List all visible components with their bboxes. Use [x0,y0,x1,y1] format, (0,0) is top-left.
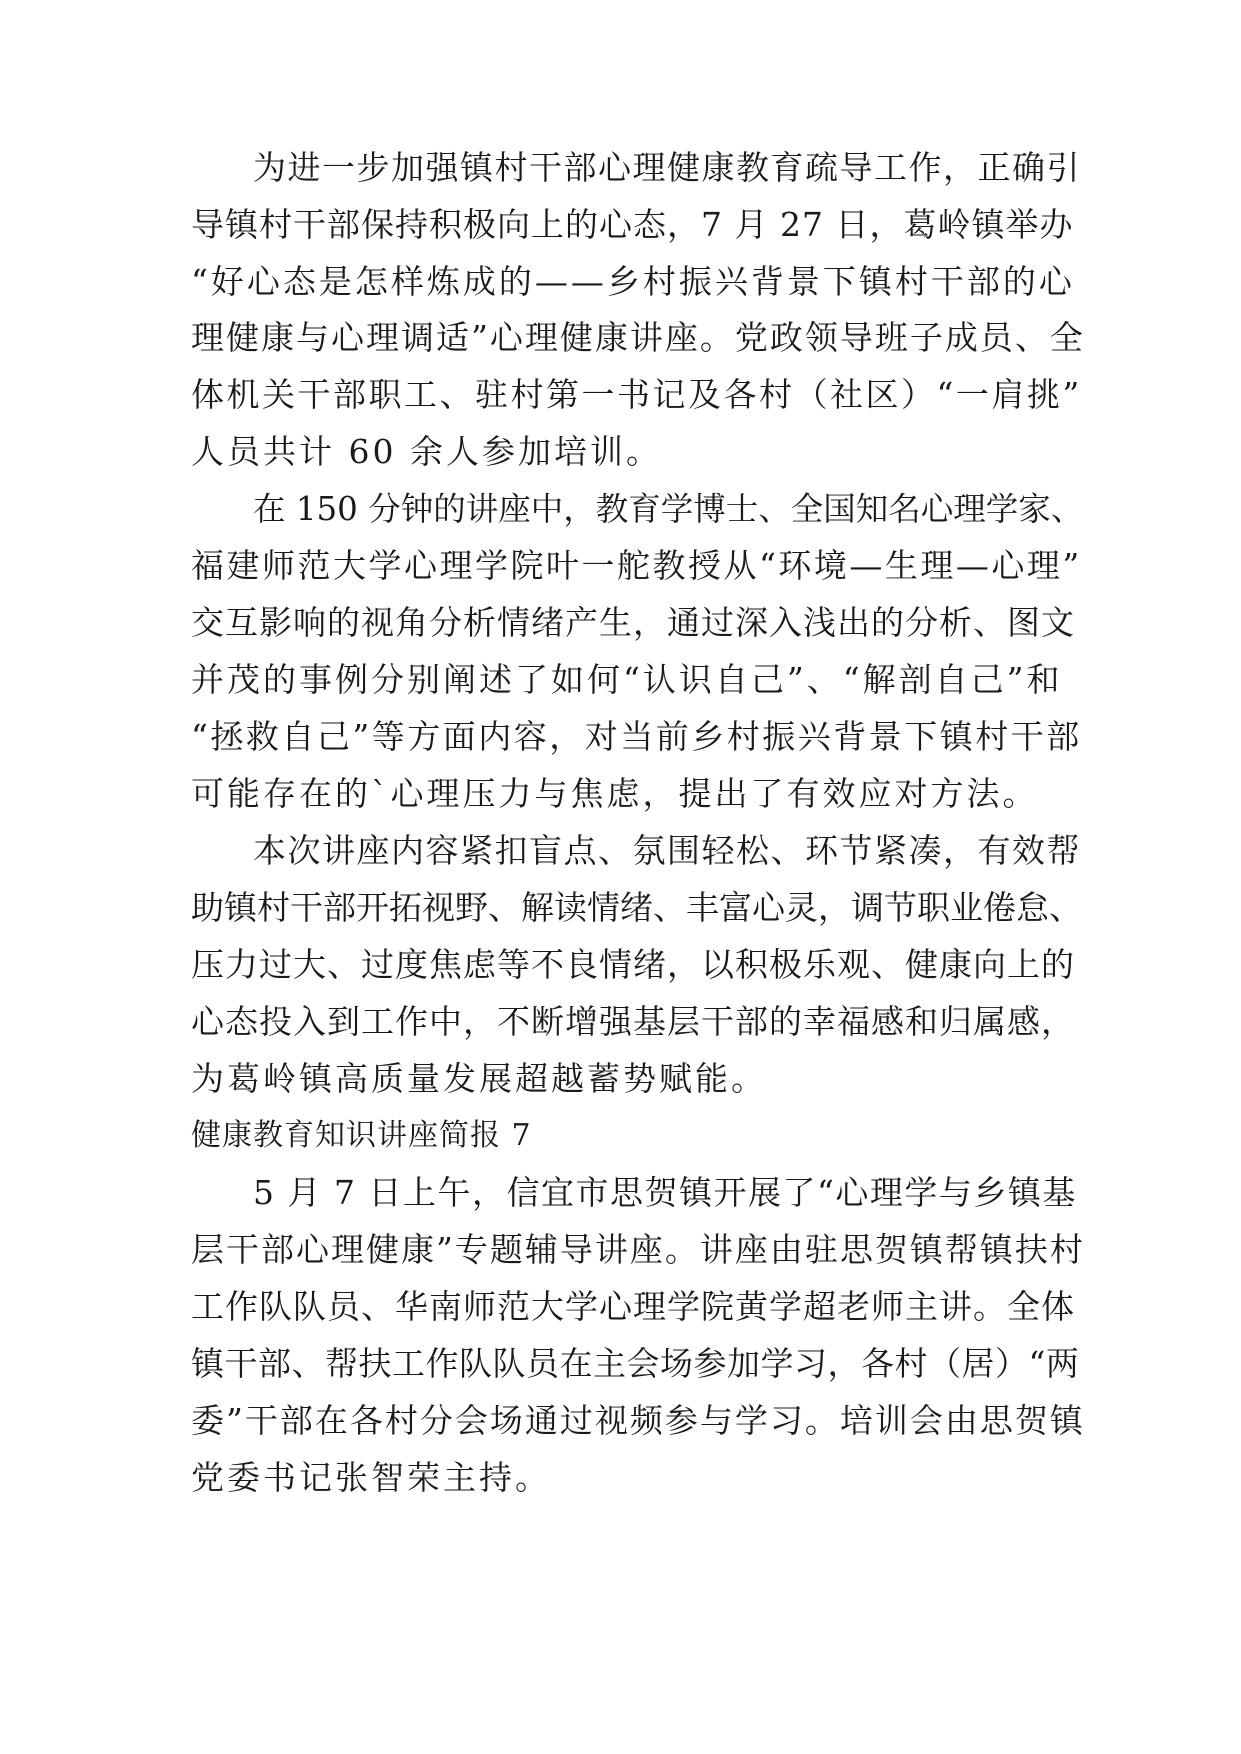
paragraph-line: 压力过大、过度焦虑等不良情绪，以积极乐观、健康向上的 [191,945,1075,984]
paragraph-line: 镇干部、帮扶工作队队员在主会场参加学习，各村（居）“两 [191,1344,1080,1383]
paragraph-line: 并茂的事例分别阐述了如何“认识自己”、“解剖自己”和 [191,660,1063,699]
paragraph-line: 导镇村干部保持积极向上的心态，7 月 27 日，葛岭镇举办 [191,205,1074,244]
paragraph-line: 为进一步加强镇村干部心理健康教育疏导工作，正确引 [253,148,1081,187]
paragraph-line: 人员共计 60 余人参加培训。 [191,432,662,471]
paragraph-line: “好心态是怎样炼成的——乡村振兴背景下镇村干部的心 [191,262,1075,301]
paragraph-line: 工作队队员、华南师范大学心理学院黄学超老师主讲。全体 [191,1287,1075,1326]
paragraph-line: 委”干部在各村分会场通过视频参与学习。培训会由思贺镇 [191,1401,1085,1440]
paragraph-line: 体机关干部职工、驻村第一书记及各村（社区）“一肩挑” [191,375,1082,414]
paragraph-line: 本次讲座内容紧扣盲点、氛围轻松、环节紧凑，有效帮 [253,831,1081,870]
paragraph-line: 为葛岭镇高质量发展超越蓄势赋能。 [191,1059,767,1098]
paragraph-line: 助镇村干部开拓视野、解读情绪、丰富心灵，调节职业倦怠、 [191,888,1082,927]
paragraph-line: 党委书记张智荣主持。 [191,1458,551,1497]
paragraph-line: “拯救自己”等方面内容，对当前乡村振兴背景下镇村干部 [191,717,1082,756]
paragraph-line: 可能存在的`心理压力与焦虑，提出了有效应对方法。 [191,774,1039,813]
paragraph-line: 福建师范大学心理学院叶一舵教授从“环境—生理—心理” [191,546,1082,585]
section-heading: 健康教育知识讲座简报 7 [191,1118,532,1153]
paragraph-line: 层干部心理健康”专题辅导讲座。讲座由驻思贺镇帮镇扶村 [191,1230,1085,1269]
paragraph-line: 交互影响的视角分析情绪产生，通过深入浅出的分析、图文 [191,603,1075,642]
paragraph-line: 5 月 7 日上午，信宜市思贺镇开展了“心理学与乡镇基 [253,1173,1077,1212]
paragraph-line: 心态投入到工作中，不断增强基层干部的幸福感和归属感， [191,1002,1075,1041]
paragraph-line: 在 150 分钟的讲座中，教育学博士、全国知名心理学家、 [253,490,1084,528]
paragraph-line: 理健康与心理调适”心理健康讲座。党政领导班子成员、全 [191,318,1085,357]
